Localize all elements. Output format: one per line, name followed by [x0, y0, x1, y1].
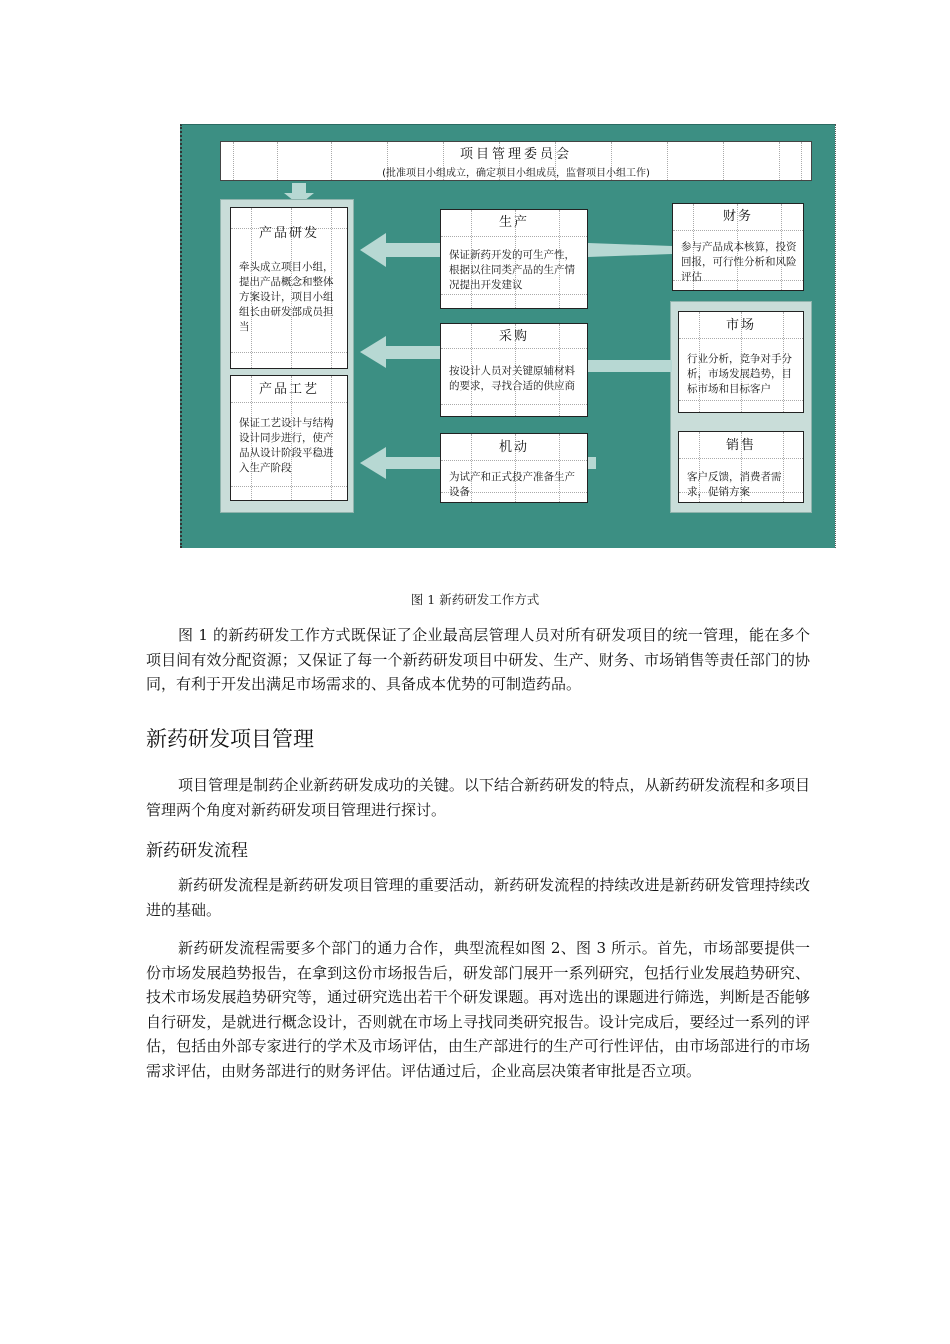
- box-text: 保证新药开发的可生产性，根据以往同类产品的生产情况提出开发建议: [449, 249, 575, 291]
- heading-rd-process: 新药研发流程: [146, 841, 248, 861]
- box-equipment: [440, 433, 588, 503]
- box-text: 为试产和正式投产准备生产设备: [449, 471, 575, 498]
- arrow-left-icon: [360, 333, 440, 373]
- box-production: [440, 209, 588, 309]
- box-title: 产品研发: [258, 226, 319, 241]
- figure-dotted-edge: [835, 124, 836, 548]
- box-product-process: [230, 375, 348, 501]
- box-text: 保证工艺设计与结构设计同步进行，使产品从设计阶段平稳进入生产阶段: [239, 417, 334, 474]
- box-sales: [678, 431, 804, 503]
- paragraph-2: 项目管理是制药企业新药研发成功的关键。以下结合新药研发的特点，从新药研发流程和多项目管理两个角度对新药研发项目管理进行探讨。: [146, 776, 810, 819]
- box-title: 生产: [498, 215, 529, 230]
- arrow-left-icon: [588, 455, 600, 471]
- box-text: 行业分析，竞争对手分析，市场发展趋势，目标市场和目标客户: [687, 353, 792, 395]
- box-text: 参与产品成本核算，投资回报，可行性分析和风险评估: [681, 241, 797, 283]
- org-diagram: [180, 124, 835, 548]
- box-procurement: [440, 323, 588, 417]
- committee-title: 项目管理委员会: [459, 147, 572, 162]
- box-text: 按设计人员对关键原辅材料的要求，寻找合适的供应商: [449, 365, 575, 392]
- committee-box: [220, 141, 812, 181]
- box-title: 机动: [498, 440, 529, 455]
- box-product-rd: [230, 207, 348, 369]
- box-title: 采购: [498, 329, 529, 344]
- box-text: 牵头成立项目小组，提出产品概念和整体方案设计，项目小组组长由研发部成员担当: [239, 261, 334, 333]
- box-title: 财务: [722, 209, 753, 224]
- box-text: 客户反馈，消费者需求，促销方案: [687, 471, 782, 498]
- arrow-left-icon: [588, 237, 672, 263]
- paragraph-4: 新药研发流程需要多个部门的通力合作，典型流程如图 2、图 3 所示。首先，市场部要提供一份市场发展趋势报告，在拿到这份市场报告后，研发部门展开一系列研究，包括行业发展趋势研究、技术市场发展趋势研究等，通过研究选出若干个研发课题。再对选出的课题进行筛选，判断是否能够自行研发，是就进行概念设计，否则就在市场上寻找同类研究报告。设计完成后，要经过一系列的评估，包括由外部专家进行的学术及市场评估，由生产部进行的生产可行性评估，由市场部进行的市场需求评估，由财务部进行的财务评估。评估通过后，企业高层决策者审批是否立项。: [146, 939, 810, 1080]
- heading-project-management: 新药研发项目管理: [146, 727, 314, 751]
- arrow-left-icon: [588, 357, 672, 375]
- paragraph-3: 新药研发流程是新药研发项目管理的重要活动，新药研发流程的持续改进是新药研发管理持续改进的基础。: [146, 876, 810, 919]
- arrow-left-icon: [360, 443, 440, 483]
- box-title: 市场: [725, 318, 756, 333]
- box-market: [678, 311, 804, 413]
- box-title: 产品工艺: [258, 382, 319, 397]
- box-finance: [672, 203, 804, 291]
- arrow-left-icon: [360, 231, 440, 271]
- figure-caption: 图 1 新药研发工作方式: [410, 592, 540, 607]
- committee-subtitle: (批准项目小组成立，确定项目小组成员，监督项目小组工作): [382, 168, 650, 179]
- paragraph-1: 图 1 的新药研发工作方式既保证了企业最高层管理人员对所有研发项目的统一管理，能在多个项目间有效分配资源；又保证了每一个新药研发项目中研发、生产、财务、市场销售等责任部门的协同，有利于开发出满足市场需求的、具备成本优势的可制造药品。: [146, 626, 810, 693]
- box-title: 销售: [725, 438, 756, 453]
